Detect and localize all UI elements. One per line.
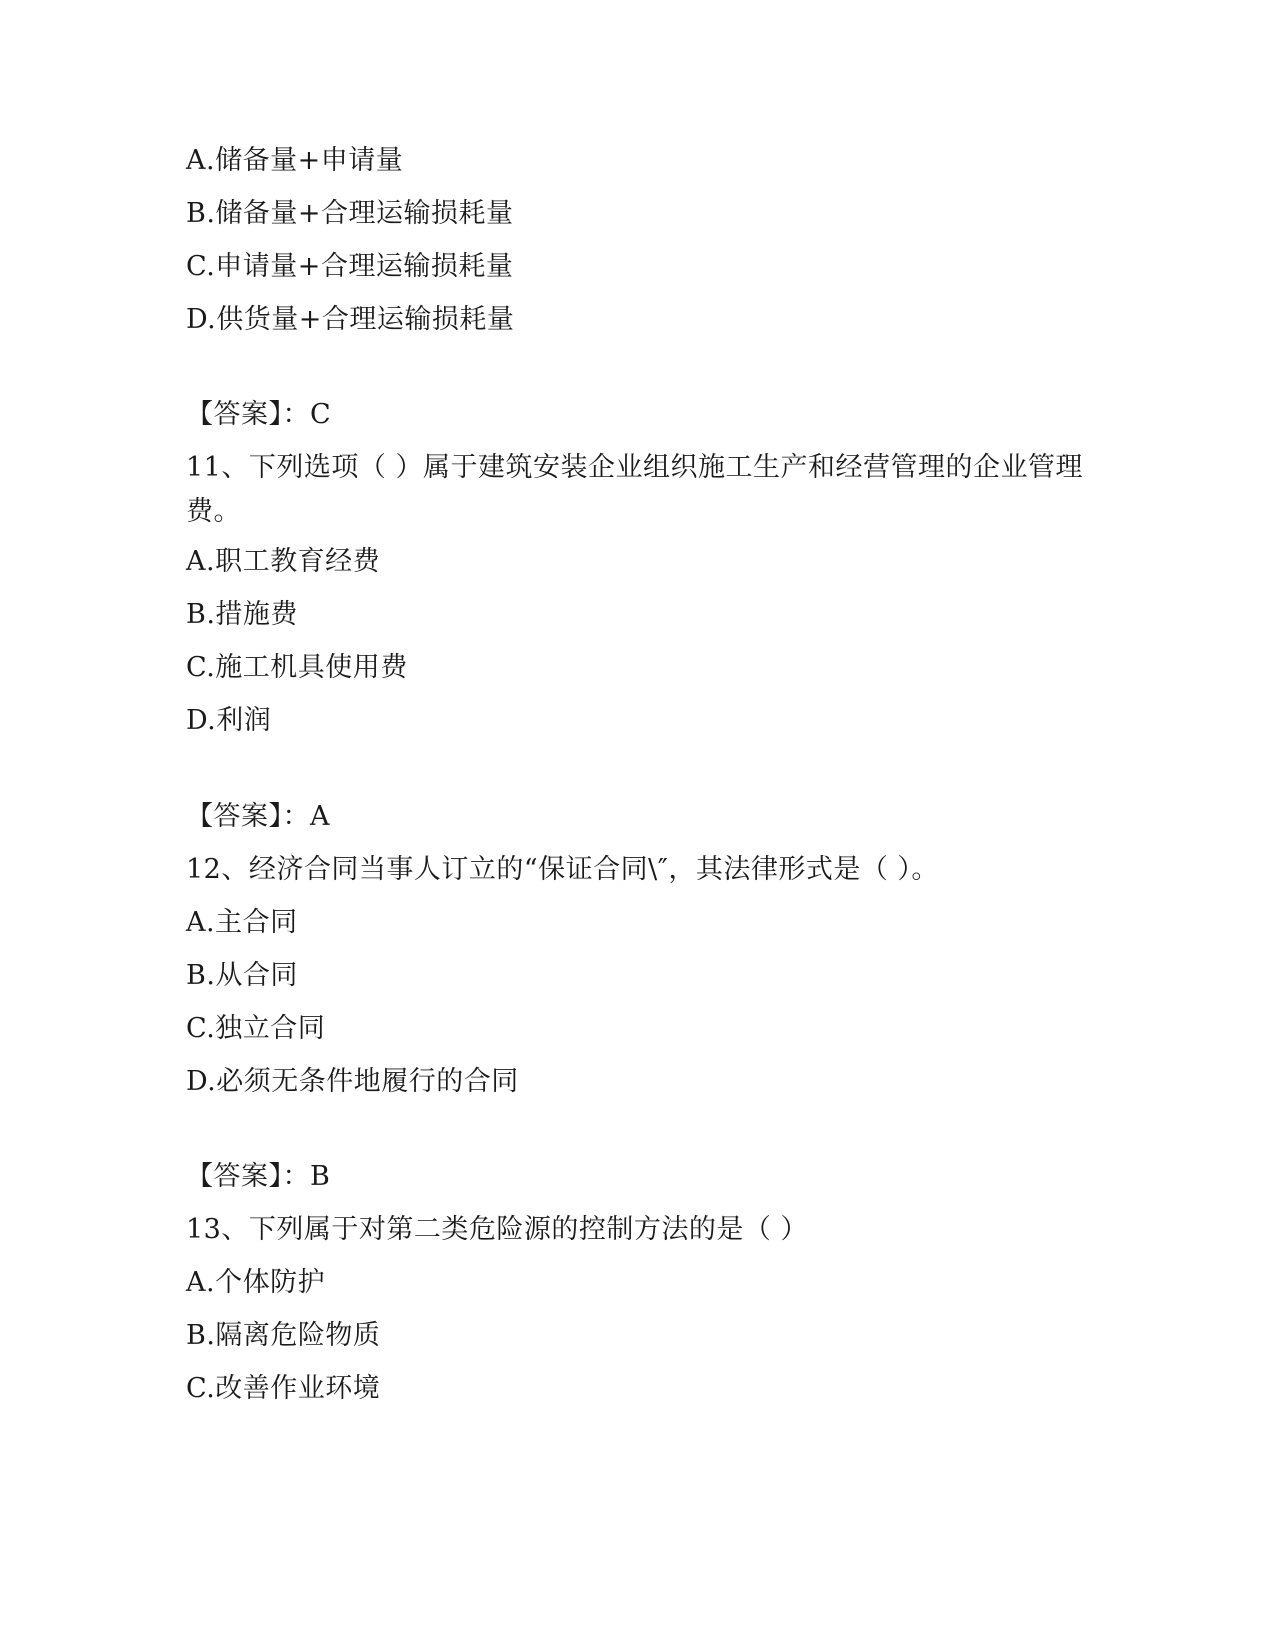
q10-option-a: A.储备量+申请量	[186, 145, 404, 176]
q10-answer: 【答案】：C	[186, 399, 332, 430]
q11-option-c: C.施工机具使用费	[186, 652, 408, 683]
q10-option-c: C.申请量+合理运输损耗量	[186, 251, 514, 282]
q12-option-c: C.独立合同	[186, 1013, 326, 1044]
q13-option-b: B.隔离危险物质	[186, 1320, 381, 1351]
q12-answer: 【答案】：B	[186, 1161, 331, 1192]
q13-option-c: C.改善作业环境	[186, 1373, 381, 1404]
q12-option-a: A.主合同	[186, 907, 298, 938]
q11-option-a: A.职工教育经费	[186, 546, 381, 577]
q11-stem: 11、下列选项（ ）属于建筑安装企业组织施工生产和经营管理的企业管理费。	[186, 452, 1083, 527]
q10-option-d: D.供货量+合理运输损耗量	[186, 304, 515, 335]
q12-stem: 12、经济合同当事人订立的“保证合同\″，其法律形式是（ ）。	[186, 854, 939, 885]
q11-option-b: B.措施费	[186, 599, 298, 630]
q11-answer: 【答案】：A	[186, 801, 330, 832]
q11-option-d: D.利润	[186, 705, 272, 736]
q12-option-b: B.从合同	[186, 960, 298, 991]
q13-option-a: A.个体防护	[186, 1267, 326, 1298]
q12-option-d: D.必须无条件地履行的合同	[186, 1066, 519, 1097]
q13-stem: 13、下列属于对第二类危险源的控制方法的是（ ）	[186, 1214, 808, 1245]
q10-option-b: B.储备量+合理运输损耗量	[186, 198, 514, 229]
